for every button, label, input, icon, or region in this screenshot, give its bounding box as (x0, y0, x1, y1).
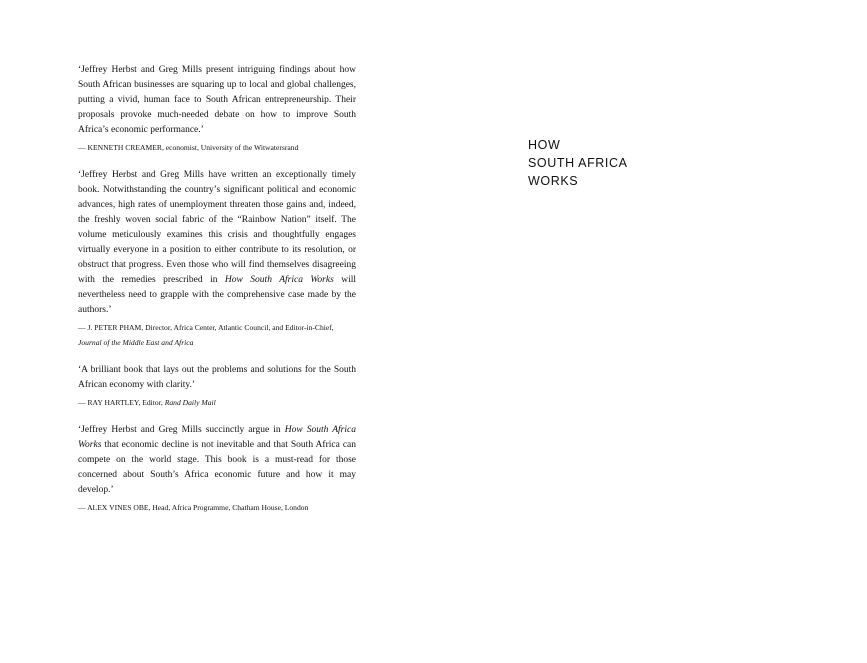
blurb-attribution: — ALEX VINES OBE, Head, Africa Programme, Chatham House, London (78, 503, 309, 512)
quote-text: that economic decline is not inevitable and that South Africa can compete on the world stage. This book is a must-read for those concerned about South’s Africa economic future and how it may develop.’ (78, 440, 356, 495)
attribution-text: — RAY HARTLEY, Editor, (78, 398, 165, 407)
blurb-quote (78, 168, 356, 318)
book-title-italic: How South Africa Works (224, 275, 334, 285)
blurb-vines (78, 423, 356, 515)
title-line: HOW (528, 138, 561, 152)
book-title-italic: How South Africa Works (78, 425, 356, 450)
quote-text: ‘Jeffrey Herbst and Greg Mills have written an exceptionally timely book. Notwithstanding the country’s significant political and economic advances, high rates of unemployment threaten those gains and, indeed, the freshly woven social fabric of the “Rainbow Nation” itself. The volume meticulously examines this crisis and thoughtfully engages virtually everyone in a position to either contribute to its resolution, or obstruct that progress. Even those who will find themselves disagreeing with the remedies prescribed in (78, 170, 356, 285)
blurb-attribution: — KENNETH CREAMER, economist, University of the Witwatersrand (78, 143, 299, 152)
blurb-hartley (78, 363, 356, 410)
publication-italic: Journal of the Middle East and Africa (78, 338, 194, 347)
blurb-pham (78, 168, 356, 350)
quote-text: will nevertheless need to grapple with the comprehensive case made by the authors.’ (78, 275, 357, 315)
quote-text: ‘Jeffrey Herbst and Greg Mills succinctly argue in (78, 425, 285, 435)
publication-italic: Rand Daily Mail (164, 398, 216, 407)
attribution-text: — J. PETER PHAM, Director, Africa Center, Atlantic Council, and Editor-in-Chief, (78, 323, 334, 332)
title-line: WORKS (528, 174, 579, 188)
blurb-quote (78, 423, 356, 498)
title-line: SOUTH AFRICA (528, 156, 628, 170)
blurb-creamer (78, 63, 356, 155)
blurb-quote: ‘A brilliant book that lays out the problems and solutions for the South African economy with clarity.’ (78, 365, 356, 390)
blurb-attribution (78, 320, 356, 350)
blurb-attribution (78, 395, 356, 410)
praise-page (78, 63, 356, 528)
half-title (528, 136, 628, 190)
blurb-quote: ‘Jeffrey Herbst and Greg Mills present intriguing findings about how South African businesses are squaring up to local and global challenges, putting a vivid, human face to South African entrepreneurship. Their proposals provoke much-needed debate on how to improve South Africa’s economic performance.’ (78, 65, 356, 135)
